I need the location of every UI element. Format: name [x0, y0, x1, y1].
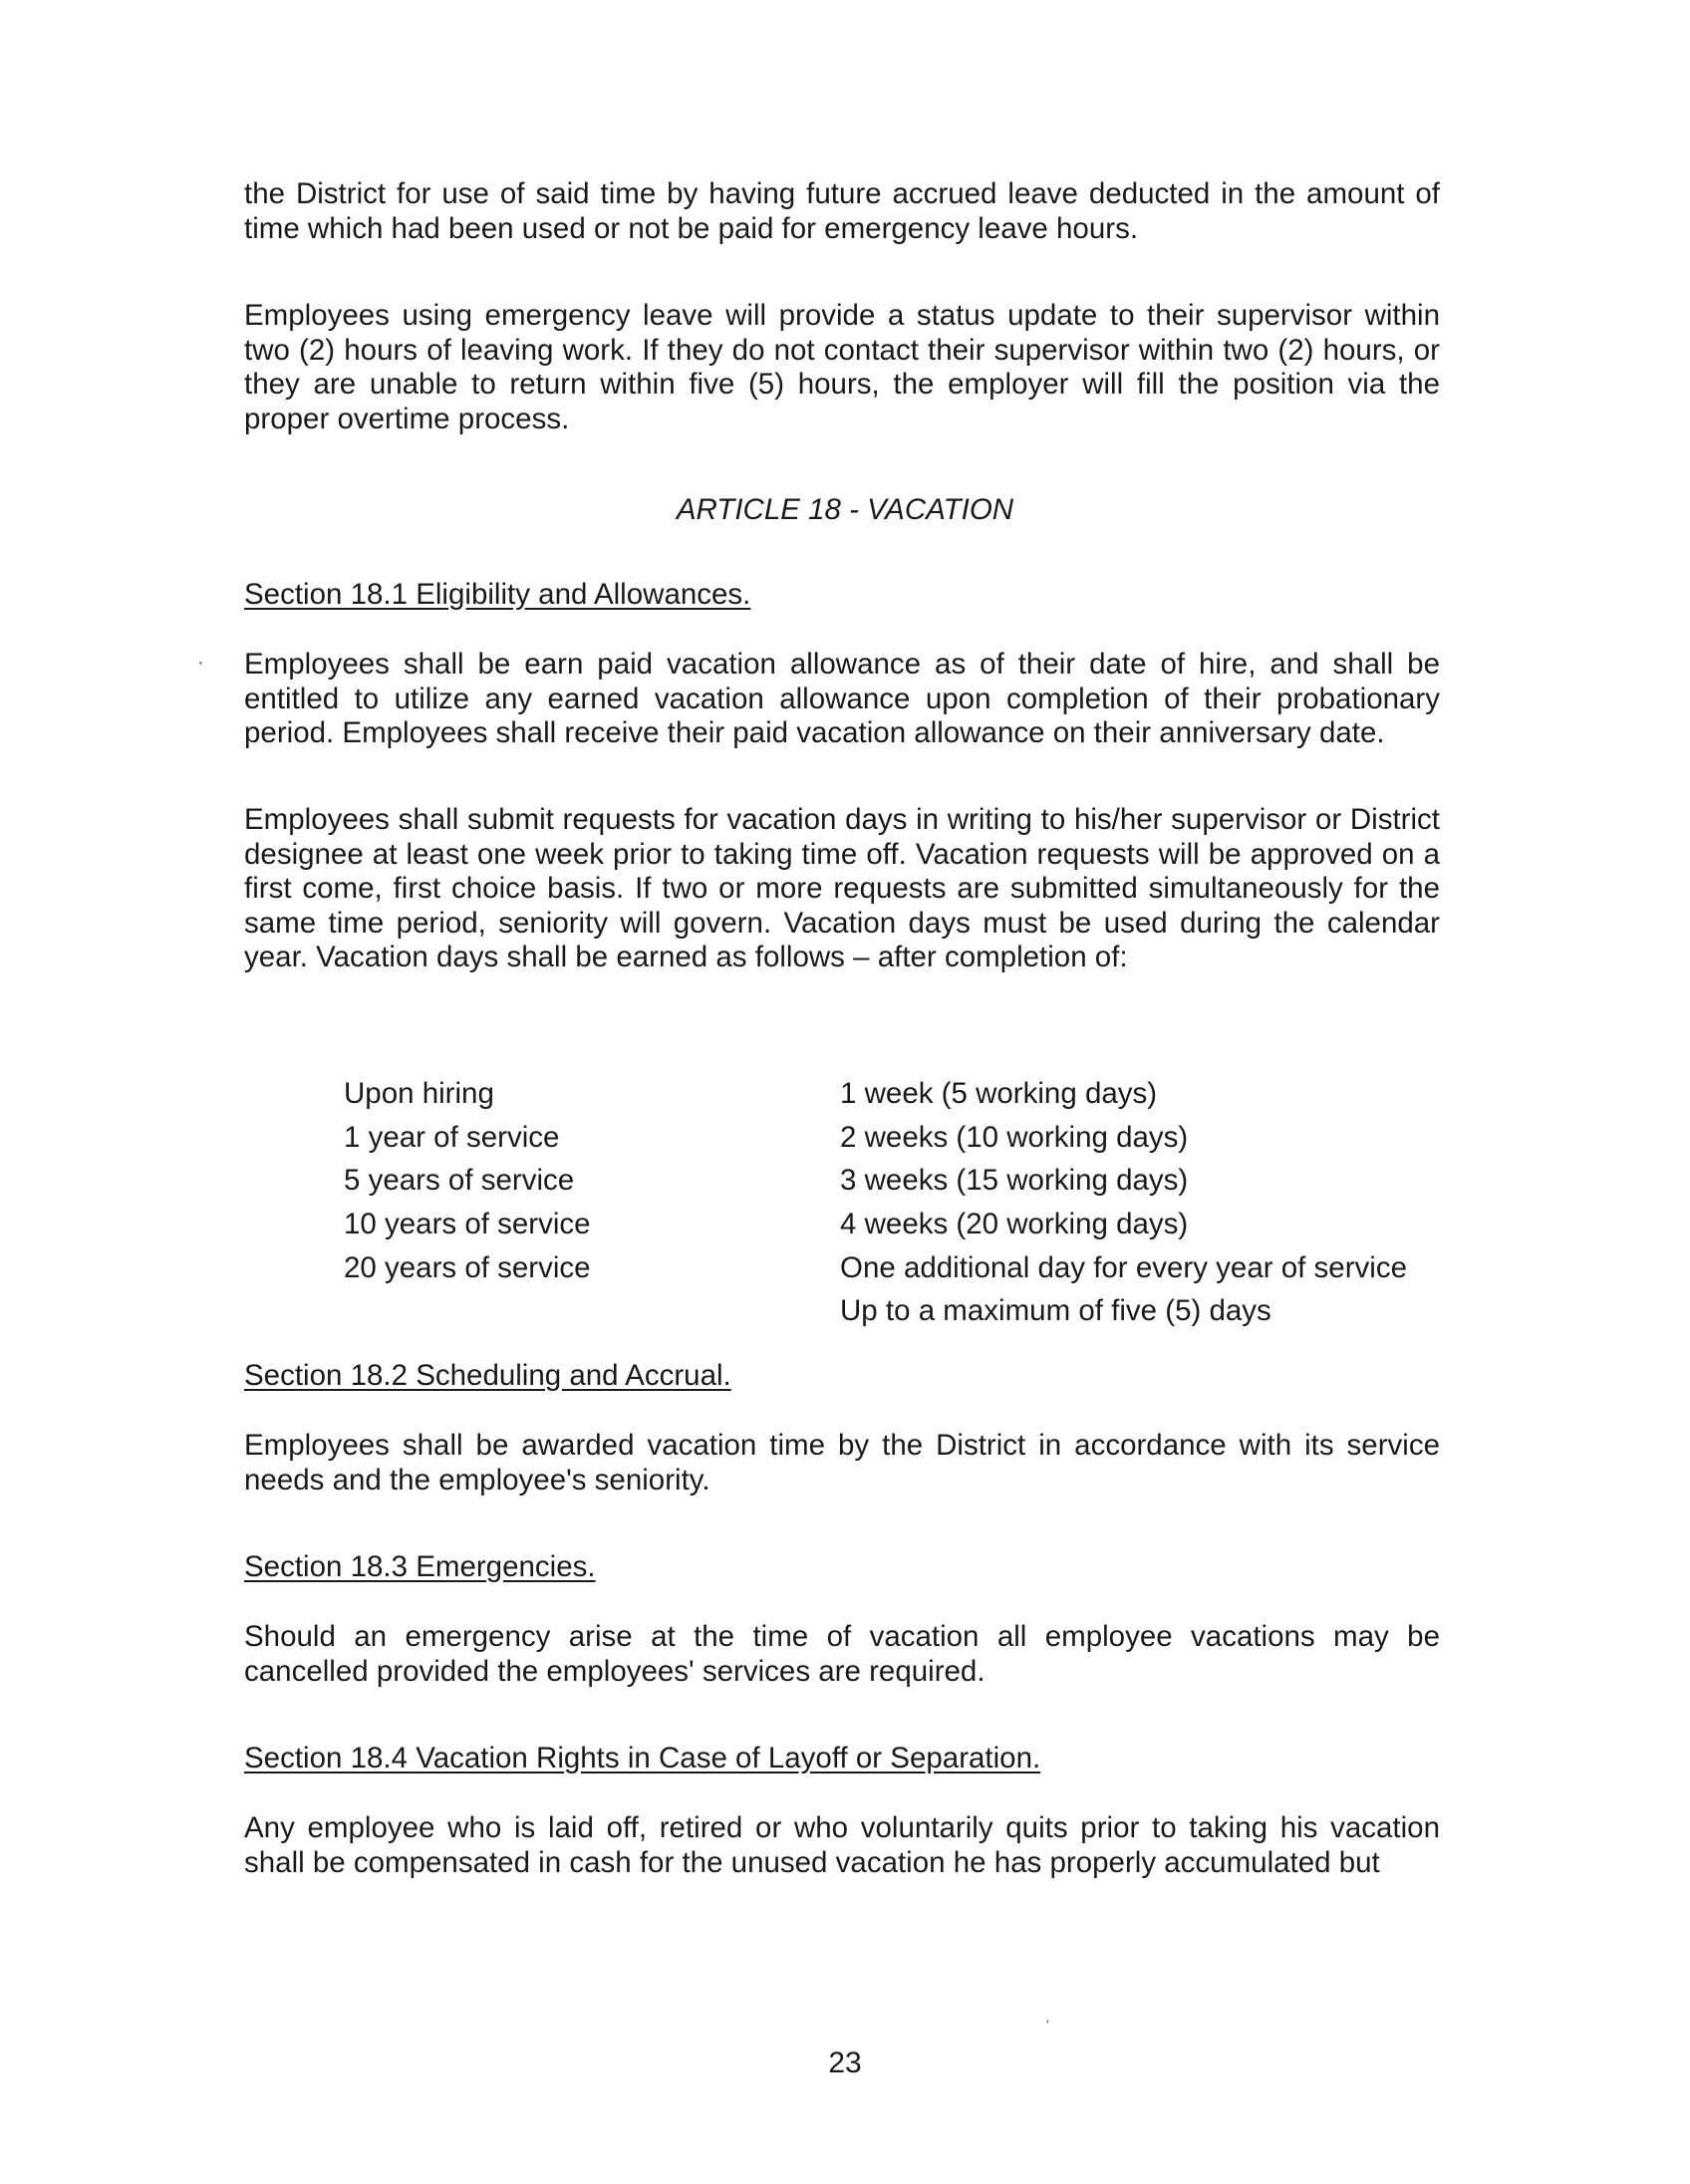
paragraph-scheduling: Employees shall be awarded vacation time by the District in accordance with its service needs and the employee's seniority. [244, 1429, 1440, 1497]
table-row [344, 1159, 1407, 1203]
paragraph-emergency-leave-deduction: the District for use of said time by having future accrued leave deducted in the amount of time which had been used or not be paid for emergency leave hours. [244, 177, 1440, 245]
scan-mark: ' [1046, 2017, 1049, 2033]
service-cell [344, 1289, 840, 1333]
vacation-schedule-table [344, 1072, 1407, 1333]
section-18-3-title: Section 18.3 Emergencies. [244, 1550, 596, 1583]
service-cell: 1 year of service [344, 1120, 560, 1154]
service-cell: 5 years of service [344, 1164, 575, 1198]
page-number: 23 [828, 2047, 862, 2079]
section-18-1-title: Section 18.1 Eligibility and Allowances. [244, 578, 751, 611]
paragraph-layoff-separation: Any employee who is laid off, retired or who voluntarily quits prior to taking his vacation shall be compensated in cash for the unused vacation he has properly accumulated but [244, 1811, 1440, 1879]
allowance-cell: 4 weeks (20 working days) [840, 1207, 1189, 1240]
paragraph-vacation-requests: Employees shall submit requests for vacation days in writing to his/her supervisor or District designee at least one week prior to taking time off. Vacation requests will be approved on a first come, first choice basis. If two or more requests are submitted simultaneously for the same time period, seniority will govern. Vacation days must be used during the calendar year. Vacation days shall be earned as follows – after completion of: [244, 803, 1440, 973]
section-18-2-title: Section 18.2 Scheduling and Accrual. [244, 1359, 731, 1392]
allowance-cell: 3 weeks (15 working days) [840, 1164, 1189, 1198]
service-cell: Upon hiring [344, 1076, 494, 1110]
allowance-cell: 1 week (5 working days) [840, 1076, 1158, 1110]
section-18-4-title: Section 18.4 Vacation Rights in Case of Layoff or Separation. [244, 1742, 1041, 1774]
paragraph-eligibility: Employees shall be earn paid vacation allowance as of their date of hire, and shall be entitled to utilize any earned vacation allowance upon completion of their probationary period. Employees shall receive their paid vacation allowance on their anniversary date. [244, 648, 1440, 749]
table-row [344, 1116, 1407, 1160]
table-row [344, 1289, 1407, 1333]
service-cell: 10 years of service [344, 1207, 591, 1240]
paragraph-emergency-leave-status-update: Employees using emergency leave will provide a status update to their supervisor within two (2) hours of leaving work. If they do not contact their supervisor within two (2) hours, or they are unable to return within five (5) hours, the employer will fill the position via the proper overtime process. [244, 299, 1440, 435]
paragraph-emergencies: Should an emergency arise at the time of vacation all employee vacations may be cancelled provided the employees' services are required. [244, 1620, 1440, 1688]
article-heading-text: ARTICLE 18 - VACATION [676, 493, 1014, 526]
table-row [344, 1246, 1407, 1290]
scan-mark: · [197, 652, 204, 674]
allowance-cell: 2 weeks (10 working days) [840, 1120, 1189, 1154]
table-row [344, 1072, 1407, 1116]
allowance-cell: Up to a maximum of five (5) days [840, 1294, 1271, 1328]
allowance-cell: One additional day for every year of service [840, 1250, 1407, 1284]
service-cell: 20 years of service [344, 1250, 591, 1284]
article-heading [0, 493, 1690, 528]
table-row [344, 1203, 1407, 1246]
